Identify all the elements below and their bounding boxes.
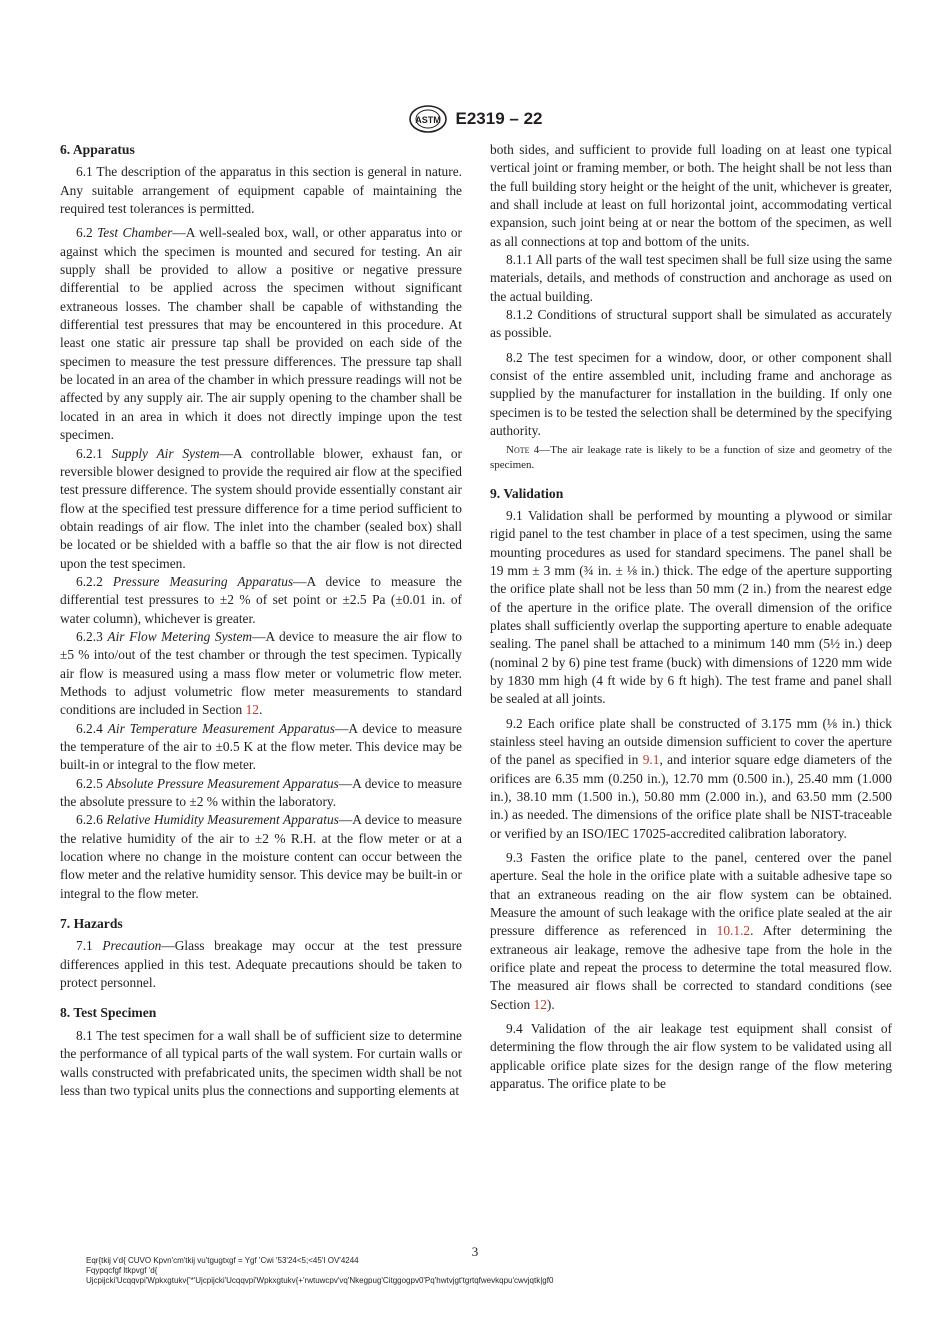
- footer-line: Ujcpijcki'Ucqqvpi'Wpkxgtukv{'*'Ujcpijcki'Ucqqvpi'Wpkxgtukv{+'rwtuwcpv'vq'Nkegpug'Citggogpv0'Pq'hwtvjgt'tgrtqfwevkqpu'cwvjqtk|gf0: [86, 1276, 554, 1285]
- note-4: Note 4—The air leakage rate is likely to be a function of size and geometry of the specimen.: [490, 443, 892, 471]
- section-6-heading: 6. Apparatus: [60, 142, 135, 157]
- right-column: [490, 141, 892, 1094]
- para-6-2-5: 6.2.5 Absolute Pressure Measurement Apparatus—A device to measure the absolute pressure to ±2 % within the laboratory.: [60, 775, 462, 810]
- para-8-1-2: 8.1.2 Conditions of structural support shall be simulated as accurately as possible.: [490, 307, 892, 341]
- footer-line: Fqypqcfgf ltkpvgf 'd{: [86, 1266, 158, 1275]
- page-number: 3: [471, 1244, 479, 1259]
- para-9-3: 9.3 Fasten the orifice plate to the panel, centered over the panel aperture. Seal the hole in the orifice plate with a suitable adhesive tape so that an extraneous reading on the air flow system can be obtained. Measure the amount of such leakage with the orifice plate sealed at the air pressure difference as referenced in 10.1.2. After determining the extraneous air leakage, remove the adhesive tape from the hole in the orifice plate and repeat the process to determine the total measured flow. The measured air flows shall be corrected to standard conditions (see Section 12).: [490, 850, 893, 1012]
- section-10-1-2-link[interactable]: 10.1.2: [716, 923, 751, 939]
- para-9-1: 9.1 Validation shall be performed by mounting a plywood or similar rigid panel to the test chamber in place of a test specimen, using the same mounting procedures as used for standard specimens. The panel shall be 19 mm ± 3 mm (¾ in. ± ⅛ in.) thick. The edge of the aperture supporting the orifice plate shall not be less than 50 mm (2 in.) from the nearest edge of the aperture in the orifice plate. The overall dimension of the orifice plates shall sufficiently overlap the supporting aperture to enable adequate sealing. The panel shall be attached to a minimum 140 mm (5½ in.) deep (nominal 2 by 6) pine test frame (buck) with dimensions of 1220 mm wide by 1830 mm high (4 ft wide by 6 ft high). The test frame and panel shall be sealed at all joints.: [490, 507, 892, 707]
- para-6-2-1: 6.2.1 Supply Air System—A controllable blower, exhaust fan, or reversible blower designed to provide the required air flow at the specified test pressure difference. The system should provide essentially constant air flow at the specified test pressure difference for a time period sufficient to obtain readings of air flow. The inlet into the chamber (sealed box) shall be located or be shielded with a baffle so that the air flow is not directed upon the test specimen.: [60, 445, 462, 571]
- logo-text: ASTM: [414, 115, 441, 125]
- page-header: [0, 104, 950, 134]
- para-6-2-4: 6.2.4 Air Temperature Measurement Apparatus—A device to measure the temperature of the air to ±0.5 K at the flow meter. This device may be built-in or integral to the flow meter.: [60, 720, 462, 773]
- section-8-heading: 8. Test Specimen: [60, 1005, 157, 1021]
- para-8-1-1: 8.1.1 All parts of the wall test specimen shall be full size using the same materials, details, and methods of construction and anchorage as used on the actual building.: [490, 252, 893, 304]
- para-8-1: 8.1 The test specimen for a wall shall be of sufficient size to determine the performance of all typical parts of the wall system. For curtain walls or walls constructed with prefabricated units, the specimen width shall be not less than two typical units plus the connections and supporting elements at: [60, 1027, 462, 1098]
- para-6-2-3: 6.2.3 Air Flow Metering System—A device to measure the air flow to ±5 % into/out of the test chamber or through the test specimen. Typically air flow is measured using a mass flow meter or volumetric flow meter. Methods to adjust volumetric flow meter measurements to standard conditions are included in Section 12.: [60, 628, 463, 718]
- para-7-1: 7.1 Precaution—Glass breakage may occur at the test pressure differences applied in this test. Adequate precautions should be taken to protect personnel.: [60, 938, 462, 991]
- para-9-2: 9.2 Each orifice plate shall be constructed of 3.175 mm (⅛ in.) thick stainless steel having an outside dimension sufficient to cover the aperture of the panel as specified in 9.1, and interior square edge diameters of the orifices are 6.35 mm (0.250 in.), 12.70 mm (0.500 in.), 25.40 mm (1.000 in.), 38.10 mm (1.500 in.), 50.80 mm (2.000 in.), and 63.50 mm (2.500 in.) as needed. The dimensions of the orifice plate shall be NIST-traceable or verified by an ISO/IEC 17025-accredited calibration laboratory.: [490, 715, 892, 841]
- para-6-2-6: 6.2.6 Relative Humidity Measurement Apparatus—A device to measure the relative humidity of the air to ±2 % R.H. at the flow meter or at a location where no change in the moisture content can occur between the flow meter and the relative humidity sensor. This device may be built-in or integral to the flow meter.: [60, 812, 462, 901]
- para-6-2-2: 6.2.2 Pressure Measuring Apparatus—A device to measure the differential test pressures to ±2 % of set point or ±2.5 Pa (±0.01 in. of water column), whichever is greater.: [60, 573, 462, 626]
- left-column: [60, 141, 462, 1100]
- para-9-4: 9.4 Validation of the air leakage test equipment shall consist of determining the flow through the air flow system to be validated using all applicable orifice plate sizes for the design range of the flow metering apparatus. The orifice plate to be: [490, 1021, 892, 1092]
- section-9-heading: 9. Validation: [490, 485, 564, 501]
- para-8-2: 8.2 The test specimen for a window, door, or other component shall consist of the entire assembled unit, including frame and anchorage as supplied by the manufacturer for installation in the building. If only one specimen is to be tested the selection shall be determined by the specifying authority.: [490, 349, 892, 439]
- license-footer: [86, 1256, 553, 1286]
- section-9-1-link[interactable]: 9.1: [642, 752, 660, 768]
- section-12-link[interactable]: 12: [245, 702, 259, 718]
- astm-logo-icon: [408, 104, 448, 134]
- section-7-heading: 7. Hazards: [60, 916, 123, 932]
- para-8-1-continued: both sides, and sufficient to provide full loading on at least one typical vertical joint or framing member, or both. The height shall be not less than the full building story height or the height of the unit, whichever is greater, and shall include at least on full horizontal joint, accommodating vertical expansion, such joint being at or near the bottom of the specimen, as well as all connections at top and bottom of the units.: [490, 142, 892, 249]
- section-12-link[interactable]: 12: [533, 996, 547, 1012]
- standard-designation: E2319 – 22: [455, 109, 543, 128]
- para-6-2: 6.2 Test Chamber—A well-sealed box, wall, or other apparatus into or against which the specimen is mounted and secured for testing. An air supply shall be provided to allow a positive or negative pressure differential to be applied across the specimen without significant extraneous losses. The chamber shall be capable of withstanding the differential test pressures that may be encountered in this procedure. At least one static air pressure tap shall be provided on each side of the specimen to measure the test pressure differences. The pressure tap shall be located in an area of the chamber in which pressure readings will not be affected by any supply air. The air supply opening to the chamber shall be located in an area in which it does not directly impinge upon the test specimen.: [60, 225, 462, 443]
- para-6-1: 6.1 The description of the apparatus in this section is general in nature. Any suitable arrangement of equipment capable of maintaining the required test tolerances is permitted.: [60, 164, 462, 217]
- footer-line: Eqr{tkij v'd{ CUVO Kpvn'cm'tkij vu'tgugtxgf = Ygf 'Cwi '53'24<5;<45'I OV'4244: [86, 1256, 359, 1265]
